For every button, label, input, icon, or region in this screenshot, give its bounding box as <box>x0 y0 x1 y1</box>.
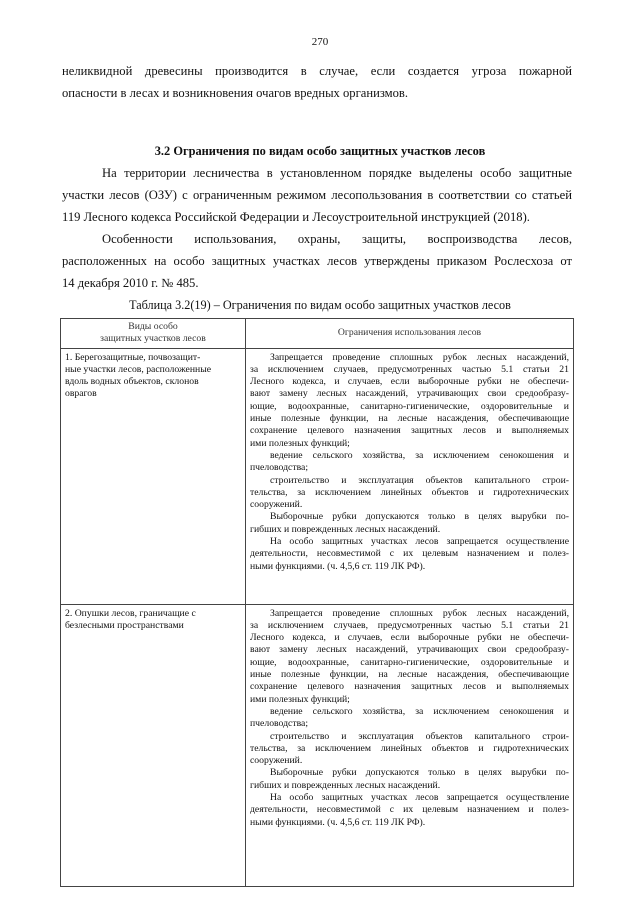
restriction-line: На особо защитных участках лесов запрещается осуществление <box>270 536 569 548</box>
restriction-line: ными функциями. (ч. 4,5,6 ст. 119 ЛК РФ). <box>250 816 426 828</box>
restriction-paragraph <box>250 450 569 475</box>
restriction-line: за исключением случаев, предусмотренных частью 5.1 статьи 21 <box>250 619 569 631</box>
restriction-paragraph <box>250 767 569 792</box>
restriction-line: за исключением случаев, предусмотренных частью 5.1 статьи 21 <box>250 363 569 375</box>
header-line: Виды особо <box>128 321 178 332</box>
restriction-line: Запрещается проведение сплошных рубок лесных насаждений, <box>270 351 569 363</box>
header-line: защитных участков лесов <box>100 333 206 345</box>
restriction-paragraph <box>250 608 569 706</box>
restriction-line: сохранение целевого назначения защитных лесов и выполняемых <box>250 681 569 693</box>
section-paragraph-2 <box>62 228 572 294</box>
restriction-line: пчеловодства; <box>250 462 309 474</box>
table-row <box>61 604 574 886</box>
restrictions-table <box>60 318 574 887</box>
kind-line: ные участки лесов, расположенные <box>65 363 212 375</box>
kind-line: 2. Опушки лесов, граничащие с <box>65 607 196 619</box>
restriction-paragraph <box>250 352 569 450</box>
restriction-line: Выборочные рубки допускаются только в целях вырубки по- <box>270 767 569 779</box>
restriction-line: сооружений. <box>250 499 303 511</box>
restriction-line: деятельности, несовместимой с их целевым назначением и полез- <box>250 548 569 560</box>
restriction-line: иные полезные функции, на лесные насаждения, обеспечивающие <box>250 669 569 681</box>
page-number: 270 <box>311 36 329 48</box>
restriction-line: ведение сельского хозяйства, за исключением сенокошения и <box>270 449 569 461</box>
table-header-row <box>61 319 574 349</box>
header-line: Ограничения использования лесов <box>337 327 482 338</box>
restriction-paragraph <box>250 475 569 512</box>
restriction-line: пчеловодства; <box>250 718 309 730</box>
restriction-line: деятельности, несовместимой с их целевым назначением и полез- <box>250 804 569 816</box>
restriction-line: строительство и эксплуатация объектов капитального строи- <box>270 474 569 486</box>
restriction-line: ими полезных функций; <box>250 437 350 449</box>
restriction-line: Запрещается проведение сплошных рубок лесных насаждений, <box>270 607 569 619</box>
kind-line: безлесными пространствами <box>65 619 184 631</box>
intro-line: опасности в лесах и возникновения очагов вредных организмов. <box>62 86 408 100</box>
section-paragraph-1 <box>62 162 572 228</box>
restrictions-cell <box>246 348 574 604</box>
restriction-line: ими полезных функций; <box>250 693 350 705</box>
restriction-paragraph <box>250 511 569 536</box>
restriction-line: тельства, за исключением линейных объектов и гидротехнических <box>250 486 569 498</box>
header-kind-cell <box>61 319 246 349</box>
kind-line: вдоль водных объектов, склонов <box>65 376 199 388</box>
restriction-paragraph <box>250 706 569 731</box>
paragraph-line: 14 декабря 2010 г. № 485. <box>62 276 199 290</box>
table-caption: Таблица 3.2(19) – Ограничения по видам особо защитных участков лесов <box>129 298 511 312</box>
restriction-paragraph <box>250 731 569 768</box>
restriction-line: сохранение целевого назначения защитных лесов и выполняемых <box>250 425 569 437</box>
restriction-line: ными функциями. (ч. 4,5,6 ст. 119 ЛК РФ). <box>250 560 426 572</box>
paragraph-line: На территории лесничества в установленном порядке выделены особо защитные <box>102 166 572 180</box>
restriction-paragraph <box>250 792 569 829</box>
restriction-line: Выборочные рубки допускаются только в целях вырубки по- <box>270 511 569 523</box>
restriction-line: ющие, водоохранные, санитарно-гигиенические, оздоровительные и <box>250 656 569 668</box>
restriction-line: строительство и эксплуатация объектов капитального строи- <box>270 730 569 742</box>
restrictions-cell <box>246 604 574 886</box>
restriction-line: ющие, водоохранные, санитарно-гигиенические, оздоровительные и <box>250 400 569 412</box>
intro-line: неликвидной древесины производится в случае, если создается угроза пожарной <box>62 64 572 78</box>
restriction-line: сооружений. <box>250 755 303 767</box>
restriction-line: тельства, за исключением линейных объектов и гидротехнических <box>250 742 569 754</box>
restriction-line: ведение сельского хозяйства, за исключением сенокошения и <box>270 705 569 717</box>
restriction-line: вают замену лесных насаждений, утрачивающих свои средообразу- <box>250 388 569 400</box>
restriction-line: Лесного кодекса, и случаев, если выборочные рубки не обеспечи- <box>250 376 569 388</box>
paragraph-line: участки лесов (ОЗУ) с ограниченным режимом лесопользования в соответствии со статьей <box>62 188 572 202</box>
restriction-line: вают замену лесных насаждений, утрачивающих свои средообразу- <box>250 644 569 656</box>
section-heading: 3.2 Ограничения по видам особо защитных участков лесов <box>154 144 486 158</box>
header-restrictions-cell <box>246 319 574 349</box>
kind-cell <box>61 604 246 886</box>
restriction-line: На особо защитных участках лесов запрещается осуществление <box>270 792 569 804</box>
kind-cell <box>61 348 246 604</box>
intro-paragraph <box>62 60 572 104</box>
table-row <box>61 348 574 604</box>
restriction-line: иные полезные функции, на лесные насаждения, обеспечивающие <box>250 413 569 425</box>
paragraph-line: расположенных на особо защитных участках лесов утверждены приказом Рослесхоза от <box>62 254 572 268</box>
restriction-paragraph <box>250 536 569 573</box>
paragraph-line: 119 Лесного кодекса Российской Федерации и Лесоустроительной инструкцией (2018). <box>62 210 530 224</box>
restriction-line: гибших и поврежденных лесных насаждений. <box>250 779 441 791</box>
restriction-line: Лесного кодекса, и случаев, если выборочные рубки не обеспечи- <box>250 632 569 644</box>
paragraph-line: Особенности использования, охраны, защиты, воспроизводства лесов, <box>102 232 572 246</box>
restriction-line: гибших и поврежденных лесных насаждений. <box>250 523 441 535</box>
kind-line: оврагов <box>65 388 97 400</box>
kind-line: 1. Берегозащитные, почвозащит- <box>65 351 201 363</box>
